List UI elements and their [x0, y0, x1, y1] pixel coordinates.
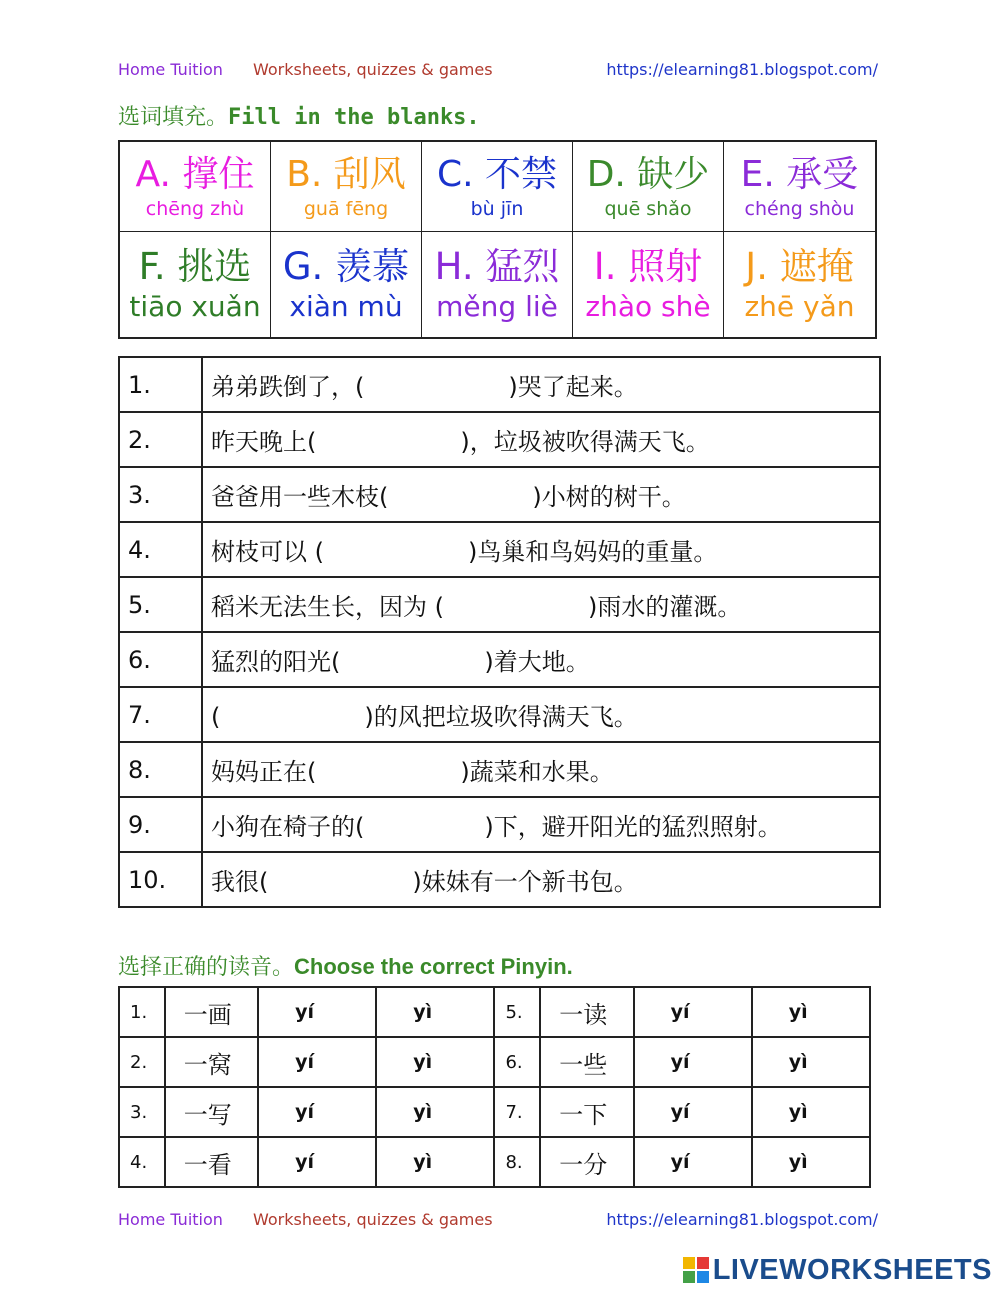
pinyin-option-yi4[interactable]: yì: [752, 1087, 870, 1137]
word-bank-word: D. 缺少: [586, 153, 710, 195]
word-bank-word: E. 承受: [740, 153, 859, 195]
pinyin-item-word: 一些: [540, 1037, 633, 1087]
pinyin-option-yi2[interactable]: yí: [258, 1137, 376, 1187]
pinyin-item-word: 一读: [540, 987, 633, 1037]
sentence-text[interactable]: 稻米无法生长，因为 ( )雨水的灌溉。: [202, 577, 880, 632]
word-bank-cell: [724, 232, 875, 337]
pinyin-item-word: 一分: [540, 1137, 633, 1187]
liveworksheets-logo[interactable]: [683, 1255, 992, 1285]
home-tuition-label: Home Tuition: [118, 60, 223, 79]
pinyin-option-yi4[interactable]: yì: [752, 1037, 870, 1087]
page-footer: [118, 1210, 878, 1232]
sentence-row: [119, 522, 880, 577]
pinyin-option-yi4[interactable]: yì: [752, 987, 870, 1037]
sentence-text[interactable]: 昨天晚上( )，垃圾被吹得满天飞。: [202, 412, 880, 467]
pinyin-item-number: 8.: [494, 1137, 540, 1187]
pinyin-item-number: 4.: [119, 1137, 165, 1187]
pinyin-option-yi2[interactable]: yí: [258, 1087, 376, 1137]
word-bank-cell: [271, 142, 422, 232]
sentence-number: 6.: [119, 632, 202, 687]
sentence-row: [119, 687, 880, 742]
word-bank-pinyin: chēng zhù: [145, 197, 245, 220]
pinyin-option-yi4[interactable]: yì: [376, 1087, 494, 1137]
sentence-text[interactable]: 树枝可以 ( )鸟巢和鸟妈妈的重量。: [202, 522, 880, 577]
sentence-text[interactable]: 我很( )妹妹有一个新书包。: [202, 852, 880, 907]
pinyin-item-number: 3.: [119, 1087, 165, 1137]
sentence-row: [119, 577, 880, 632]
word-bank-pinyin: quē shǎo: [604, 197, 692, 220]
word-bank-cell: [120, 142, 271, 232]
word-bank-word: I. 照射: [593, 244, 703, 288]
word-bank-word: H. 猛烈: [434, 244, 560, 288]
pinyin-row: [119, 987, 870, 1037]
word-bank-word: B. 刮风: [286, 153, 406, 195]
sentence-number: 5.: [119, 577, 202, 632]
pinyin-option-yi2[interactable]: yí: [258, 987, 376, 1037]
sentence-text[interactable]: ( )的风把垃圾吹得满天飞。: [202, 687, 880, 742]
sentence-number: 9.: [119, 797, 202, 852]
pinyin-option-yi2[interactable]: yí: [634, 1087, 752, 1137]
footer-home-tuition-label: Home Tuition: [118, 1210, 223, 1229]
sentence-row: [119, 467, 880, 522]
pinyin-row: [119, 1087, 870, 1137]
sentence-row: [119, 357, 880, 412]
pinyin-table: [118, 986, 871, 1188]
pinyin-row: [119, 1137, 870, 1187]
sentence-row: [119, 412, 880, 467]
word-bank: [118, 140, 877, 339]
word-bank-pinyin: chéng shòu: [744, 197, 855, 220]
pinyin-item-word: 一看: [165, 1137, 258, 1187]
word-bank-pinyin: měng liè: [436, 289, 558, 323]
pinyin-item-number: 7.: [494, 1087, 540, 1137]
pinyin-option-yi2[interactable]: yí: [258, 1037, 376, 1087]
sentence-number: 8.: [119, 742, 202, 797]
pinyin-option-yi4[interactable]: yì: [376, 1037, 494, 1087]
footer-worksheets-label: Worksheets, quizzes & games: [253, 1210, 493, 1229]
word-bank-word: G. 羡慕: [282, 244, 410, 288]
pinyin-item-word: 一画: [165, 987, 258, 1037]
sentence-text[interactable]: 小狗在椅子的( )下，避开阳光的猛烈照射。: [202, 797, 880, 852]
pinyin-item-number: 6.: [494, 1037, 540, 1087]
sentence-text[interactable]: 弟弟跌倒了，( )哭了起来。: [202, 357, 880, 412]
fill-blanks-title-cn: 选词填充。: [118, 105, 229, 130]
pinyin-option-yi2[interactable]: yí: [634, 987, 752, 1037]
fill-blanks-table: [118, 356, 881, 908]
sentence-row: [119, 742, 880, 797]
word-bank-cell: [120, 232, 271, 337]
sentence-row: [119, 797, 880, 852]
word-bank-cell: [271, 232, 422, 337]
word-bank-pinyin: bù jīn: [470, 197, 524, 220]
pinyin-item-number: 2.: [119, 1037, 165, 1087]
word-bank-cell: [573, 232, 724, 337]
word-bank-cell: [724, 142, 875, 232]
pinyin-item-number: 1.: [119, 987, 165, 1037]
word-bank-word: A. 撑住: [135, 153, 255, 195]
word-bank-pinyin: zhào shè: [585, 289, 711, 323]
pinyin-item-word: 一窝: [165, 1037, 258, 1087]
sentence-number: 10.: [119, 852, 202, 907]
pinyin-row: [119, 1037, 870, 1087]
word-bank-word: J. 遮掩: [745, 244, 854, 288]
pinyin-option-yi4[interactable]: yì: [376, 1137, 494, 1187]
word-bank-word: F. 挑选: [138, 244, 252, 288]
pinyin-option-yi4[interactable]: yì: [376, 987, 494, 1037]
pinyin-item-word: 一写: [165, 1087, 258, 1137]
word-bank-cell: [422, 142, 573, 232]
fill-blanks-title: [118, 100, 480, 131]
logo-text: LIVEWORKSHEETS: [712, 1253, 992, 1286]
pinyin-item-number: 5.: [494, 987, 540, 1037]
page-header: [118, 60, 878, 82]
word-bank-cell: [573, 142, 724, 232]
sentence-row: [119, 852, 880, 907]
sentence-number: 4.: [119, 522, 202, 577]
fill-blanks-title-en: Fill in the blanks.: [228, 105, 480, 130]
sentence-number: 3.: [119, 467, 202, 522]
sentence-text[interactable]: 爸爸用一些木枝( )小树的树干。: [202, 467, 880, 522]
sentence-number: 7.: [119, 687, 202, 742]
word-bank-word: C. 不禁: [436, 153, 558, 195]
pinyin-option-yi4[interactable]: yì: [752, 1137, 870, 1187]
pinyin-option-yi2[interactable]: yí: [634, 1037, 752, 1087]
footer-site-url-link[interactable]: https://elearning81.blogspot.com/: [606, 1210, 878, 1229]
worksheets-label: Worksheets, quizzes & games: [253, 60, 493, 79]
pinyin-item-word: 一下: [540, 1087, 633, 1137]
word-bank-pinyin: xiàn mù: [289, 289, 403, 323]
site-url-link[interactable]: https://elearning81.blogspot.com/: [606, 60, 878, 79]
word-bank-pinyin: zhē yǎn: [744, 289, 855, 323]
pinyin-section-title: [118, 950, 573, 981]
pinyin-title-cn: 选择正确的读音。: [118, 955, 295, 980]
word-bank-cell: [422, 232, 573, 337]
sentence-row: [119, 632, 880, 687]
pinyin-option-yi2[interactable]: yí: [634, 1137, 752, 1187]
word-bank-pinyin: guā fēng: [303, 197, 389, 220]
sentence-text[interactable]: 妈妈正在( )蔬菜和水果。: [202, 742, 880, 797]
sentence-text[interactable]: 猛烈的阳光( )着大地。: [202, 632, 880, 687]
word-bank-pinyin: tiāo xuǎn: [129, 289, 261, 323]
pinyin-title-en: Choose the correct Pinyin.: [294, 954, 573, 979]
sentence-number: 2.: [119, 412, 202, 467]
logo-mark-icon: [683, 1257, 709, 1283]
sentence-number: 1.: [119, 357, 202, 412]
